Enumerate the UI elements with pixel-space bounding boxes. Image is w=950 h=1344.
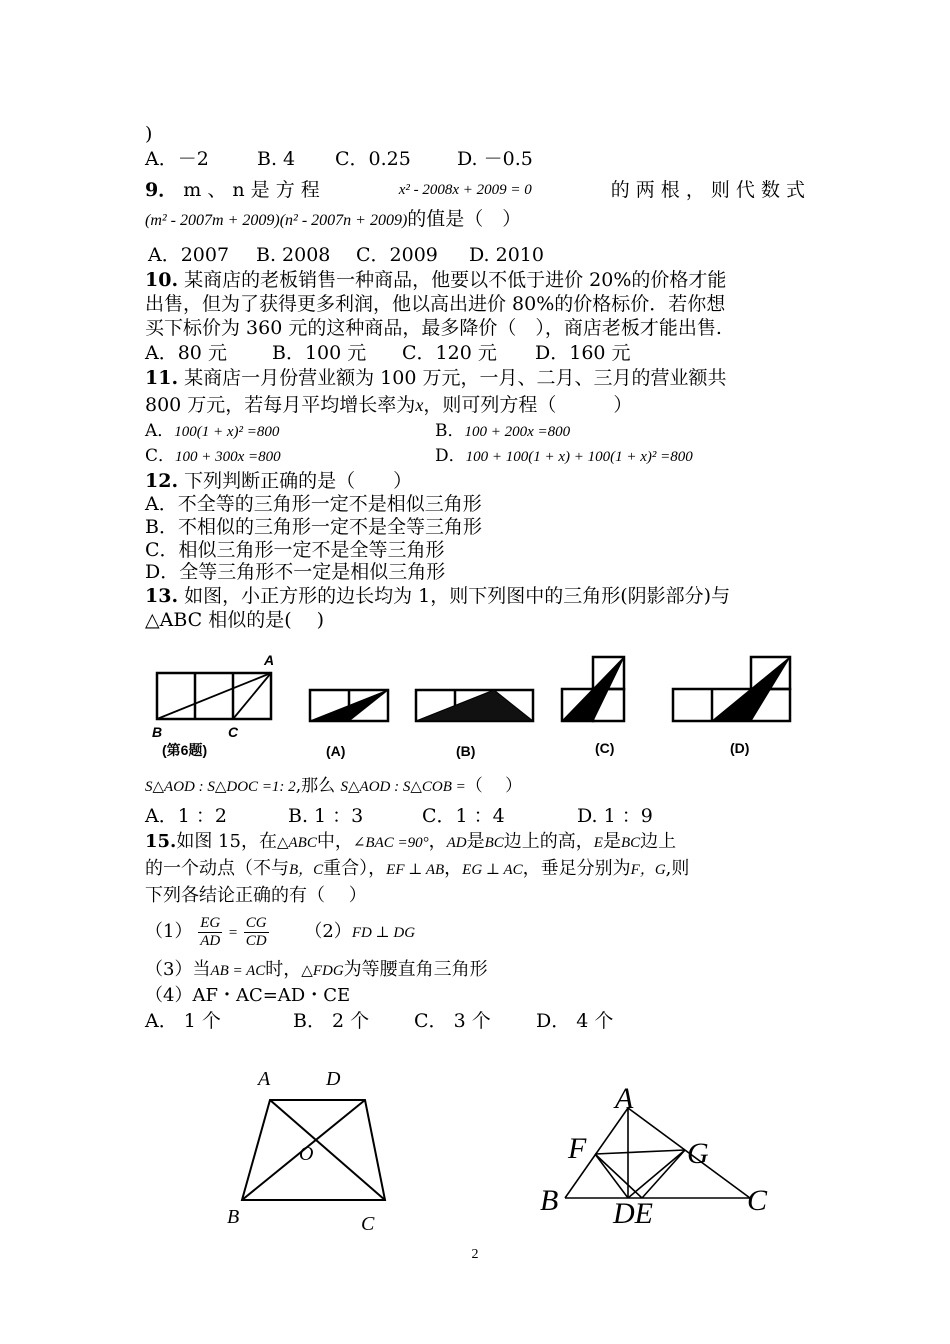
q13-line1: [145, 584, 730, 608]
q15-bc-2: BC: [620, 835, 641, 851]
q11-options-row2: [145, 444, 693, 469]
q13-figure: [140, 645, 820, 770]
trapezoid-figure: [225, 1060, 400, 1235]
q15-frac1-den: AD: [200, 932, 221, 949]
q11-number: 11.: [145, 367, 179, 389]
q15-l1a: 如图 15，在: [176, 831, 277, 852]
q10-line3: 买下标价为 360 元的这种商品，最多降价（ ），商店老板才能出售.: [145, 317, 722, 339]
q14-blank: （ ）: [465, 776, 523, 796]
q14-option-b: B. 1 ：3: [288, 805, 364, 827]
q8-option-c: C．0.25: [335, 148, 411, 170]
q15-frac2-den: CD: [245, 932, 267, 949]
q12-option-c: C．相似三角形一定不是全等三角形: [145, 539, 445, 561]
q11-option-c-eq: 100 + 300x =800: [175, 449, 281, 465]
q15-triangle: △ABC: [276, 835, 317, 851]
q15-l2d: ，垂足分别为: [522, 858, 631, 879]
q14-ratio2: S△AOD : S△COB =: [340, 779, 466, 795]
q12-stem: [145, 469, 412, 493]
q9-option-d: D. 2010: [469, 244, 544, 266]
q15-option-b: B． 2 个: [293, 1010, 370, 1032]
tri-label-a: A: [615, 1082, 634, 1115]
q15-s1-label: （1）: [145, 921, 193, 942]
q15-bc-1: BC: [484, 835, 504, 851]
q14-option-d: D. 1 ：9: [577, 805, 653, 827]
q12-option-a: A．不全等的三角形一定不是相似三角形: [145, 493, 482, 515]
q15-eg: EG ⊥ AC: [462, 862, 523, 878]
trap-label-d: D: [326, 1068, 341, 1090]
q15-frac-1: [198, 915, 222, 950]
q15-l1c: ，: [428, 831, 447, 852]
choice-b-triangle: [416, 690, 533, 721]
q15-s3-tri: △FDG: [301, 963, 344, 979]
q9-equation: x² - 2008x + 2009 = 0: [398, 182, 532, 198]
trap-label-a: A: [258, 1068, 271, 1090]
trap-label-c: C: [361, 1213, 375, 1235]
q9-line1: [145, 178, 805, 202]
ref-caption: (第6题): [162, 742, 208, 758]
q8-option-b: B. 4: [257, 148, 296, 170]
q14-option-c: C．1 ：4: [422, 805, 505, 827]
q11-option-b-label: B．: [435, 421, 465, 441]
q12-text: 下列判断正确的是（ ）: [184, 470, 413, 492]
triangle-figure: [535, 1075, 790, 1235]
q15-frac1-num: EG: [200, 914, 221, 931]
q14-mid: ,那么: [295, 776, 336, 796]
q13-line2: △ABC 相似的是( ): [145, 609, 325, 631]
q15-l2b: 重合），: [323, 858, 387, 879]
q15-line2: [145, 857, 689, 882]
q13-number: 13.: [145, 585, 179, 607]
q11-option-a-eq: 100(1 + x)² =800: [174, 424, 280, 440]
tri-label-g: G: [687, 1137, 709, 1170]
q15-ef: EF ⊥ AB: [386, 862, 445, 878]
q15-angle: ∠BAC =90°: [352, 835, 429, 851]
q9-options: [148, 243, 544, 267]
q11-line1: [145, 366, 726, 390]
q15-frac-2: [244, 915, 269, 950]
q10-text-1: 某商店的老板销售一种商品，他要以不低于进价 20%的价格才能: [184, 269, 727, 291]
q9-number: 9．: [145, 179, 178, 201]
q12-option-d: D．全等三角形不一定是相似三角形: [145, 561, 446, 583]
q11-text-2b: ，则可列方程（ ）: [423, 394, 633, 416]
q12-number: 12.: [145, 470, 179, 492]
q15-s3-mid: 时，: [265, 959, 302, 980]
q15-ad: AD: [446, 835, 467, 851]
q14-ratio1: S△AOD : S△DOC =1: 2: [145, 779, 296, 795]
q15-s2: FD ⊥ DG: [351, 925, 416, 941]
q9-text-b: 的 两 根 ， 则 代 数 式: [610, 179, 805, 201]
q10-option-c: C．120 元: [402, 342, 497, 364]
q15-s3-end: 为等腰直角三角形: [343, 959, 488, 980]
q9-option-c: C．2009: [356, 244, 438, 266]
tri-label-de: DE: [613, 1197, 653, 1230]
q15-e: E: [593, 835, 603, 851]
q10-option-b: B．100 元: [272, 342, 367, 364]
q15-statement-3: [145, 958, 488, 983]
q15-option-d: D． 4 个: [536, 1010, 614, 1032]
trap-label-o: O: [299, 1143, 314, 1165]
q8-option-d: D. －0.5: [457, 148, 533, 170]
q14-options: [145, 804, 653, 828]
q10-option-d: D．160 元: [535, 342, 631, 364]
q15-l2e: ,则: [665, 858, 690, 879]
q10-option-a: A．80 元: [145, 342, 227, 364]
q11-variable: x: [415, 395, 424, 415]
q15-fg: F，G: [630, 862, 666, 878]
q11-text-2a: 800 万元，若每月平均增长率为: [145, 394, 416, 416]
q10-line2: 出售，但为了获得更多利润，他以高出进价 80%的价格标价．若你想: [145, 293, 726, 315]
q11-option-d-label: D．: [435, 446, 466, 466]
tri-label-b: B: [540, 1184, 559, 1217]
choice-label-b: (B): [456, 743, 476, 759]
tri-label-c: C: [747, 1184, 768, 1217]
choice-label-a: (A): [326, 743, 346, 759]
q11-option-b-eq: 100 + 200x =800: [464, 424, 571, 440]
q15-l1g: 边上: [640, 831, 677, 852]
q15-l2c: ，: [444, 858, 463, 879]
q12-option-b: B．不相似的三角形一定不是全等三角形: [145, 516, 482, 538]
q11-option-d-eq: 100 + 100(1 + x) + 100(1 + x)² =800: [465, 449, 693, 465]
q10-number: 10.: [145, 269, 179, 291]
q8-tail: ): [145, 123, 153, 145]
q15-line3: 下列各结论正确的有（ ）: [145, 885, 367, 906]
q8-option-a: A．－2: [145, 148, 209, 170]
q11-options-row1: [145, 419, 570, 444]
q9-line2: [145, 207, 521, 233]
ref-label-b: B: [152, 724, 163, 740]
q13-text-1: 如图，小正方形的边长均为 1，则下列图中的三角形(阴影部分)与: [184, 585, 731, 607]
page-number: 2: [471, 1247, 479, 1262]
q10-line1: [145, 268, 726, 292]
q15-statement-1-2: （1） $\frac{EG}{AD}$ = $\frac{CG}{CD}$ （2）FD ⊥ DG: [145, 914, 416, 949]
q15-option-c: C． 3 个: [414, 1010, 491, 1032]
q15-s2-label: （2）: [304, 921, 352, 942]
q14-option-a: A．1 ：2: [145, 805, 227, 827]
q9-option-a: A．2007: [148, 244, 230, 266]
q15-l1f: 是: [602, 831, 621, 852]
ref-label-a: A: [264, 652, 275, 668]
q11-option-c-label: C．: [145, 446, 176, 466]
q15-number: 15.: [145, 831, 177, 852]
q15-line1: [145, 830, 676, 855]
q8-options: [145, 147, 533, 171]
q10-options: [145, 341, 631, 365]
q15-statement-4: （4）AF・AC=AD・CE: [145, 985, 351, 1006]
q9-text-a: m 、 n 是 方 程: [183, 179, 320, 201]
q15-l1d: 是: [466, 831, 485, 852]
q15-l1b: 中，: [316, 831, 353, 852]
q11-option-a-label: A．: [145, 421, 175, 441]
tri-label-f: F: [568, 1132, 587, 1165]
q9-option-b: B. 2008: [256, 244, 331, 266]
q9-expression: (m² - 2007m + 2009)(n² - 2007n + 2009): [145, 212, 408, 229]
choice-label-c: (C): [595, 740, 615, 756]
choice-label-d: (D): [730, 740, 750, 756]
q15-bc-points: B，C: [289, 862, 324, 878]
trap-label-b: B: [227, 1206, 240, 1228]
q15-s3-cond: AB = AC: [210, 963, 266, 979]
q15-options: [145, 1009, 613, 1033]
q14-ratio-line: [145, 774, 522, 799]
q11-line2: [145, 393, 632, 417]
q15-s3-label: （3）当: [145, 959, 211, 980]
q15-l1e: 边上的高，: [503, 831, 594, 852]
q15-l2a: 的一个动点（不与: [145, 858, 289, 879]
q15-frac2-num: CG: [245, 914, 267, 931]
q9-text-c: 的值是（ ）: [407, 208, 522, 230]
q11-text-1: 某商店一月份营业额为 100 万元，一月、二月、三月的营业额共: [184, 367, 727, 389]
ref-label-c: C: [228, 724, 239, 740]
q15-option-a: A． 1 个: [145, 1010, 221, 1032]
